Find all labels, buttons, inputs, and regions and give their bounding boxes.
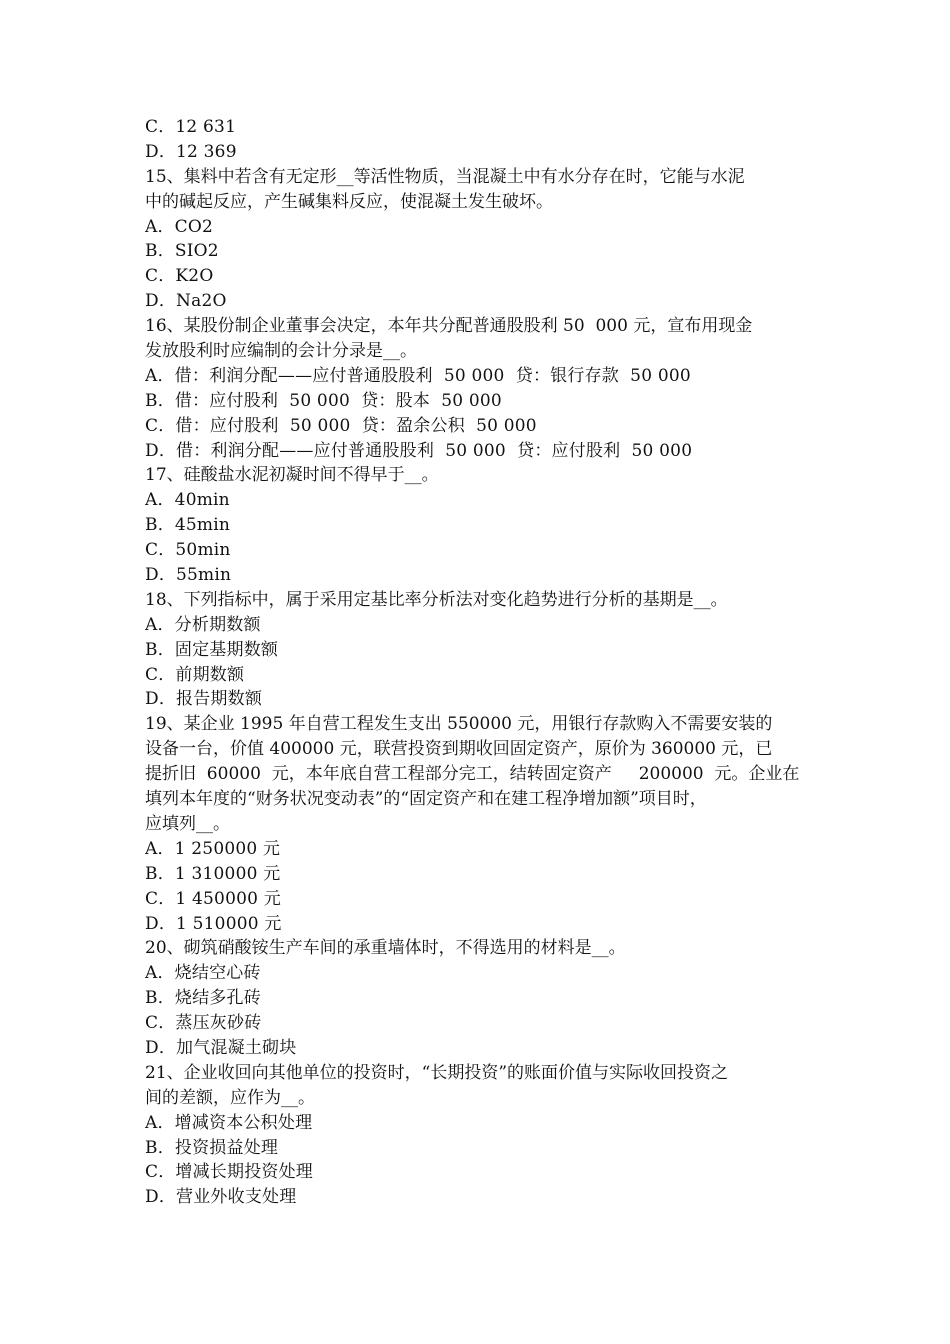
question-19-cont: 应填列__。	[145, 813, 230, 834]
option-b: B．固定基期数额	[145, 639, 279, 660]
question-21-cont: 间的差额，应作为__。	[145, 1087, 315, 1108]
option-c: C．前期数额	[145, 664, 245, 685]
option-c: C．50min	[145, 540, 231, 561]
option-b: B．1 310000 元	[145, 863, 281, 884]
question-19-cont: 设备一台，价值 400000 元，联营投资到期收回固定资产，原价为 360000 元，已	[145, 739, 773, 760]
option-d: D．Na2O	[145, 291, 227, 312]
option-d: D．1 510000 元	[145, 913, 282, 934]
option-a: A．借：利润分配——应付普通股股利 50 000 贷：银行存款 50 000	[145, 365, 691, 386]
option-b: B．烧结多孔砖	[145, 988, 261, 1009]
option-c: C．蒸压灰砂砖	[145, 1013, 262, 1034]
question-16: 16、某股份制企业董事会决定，本年共分配普通股股利 50 000 元，宣布用现金	[145, 316, 753, 337]
question-19-cont: 提折旧 60000 元，本年底自营工程部分完工，结转固定资产 200000 元。企业在	[145, 764, 800, 785]
option-d: D．加气混凝土砌块	[145, 1037, 297, 1058]
option-c: C．1 450000 元	[145, 888, 281, 909]
option-b: B．投资损益处理	[145, 1137, 279, 1158]
question-15-cont: 中的碱起反应，产生碱集料反应，使混凝土发生破坏。	[145, 191, 553, 212]
question-21: 21、企业收回向其他单位的投资时，“长期投资”的账面价值与实际收回投资之	[145, 1062, 729, 1083]
option-b: B．45min	[145, 515, 231, 536]
question-17: 17、硅酸盐水泥初凝时间不得早于__。	[145, 465, 439, 486]
question-20: 20、砌筑硝酸铵生产车间的承重墙体时，不得选用的材料是__。	[145, 938, 626, 959]
option-a: A．分析期数额	[145, 614, 261, 635]
question-16-cont: 发放股利时应编制的会计分录是__。	[145, 341, 417, 362]
option-c: C．借：应付股利 50 000 贷：盈余公积 50 000	[145, 415, 537, 436]
option-c: C．12 631	[145, 117, 237, 137]
question-19: 19、某企业 1995 年自营工程发生支出 550000 元，用银行存款购入不需要安装的	[145, 714, 773, 735]
option-a: A．CO2	[145, 216, 214, 237]
option-d: D．55min	[145, 565, 232, 586]
option-a: A．40min	[145, 490, 230, 511]
question-19-cont: 填列本年度的“财务状况变动表”的“固定资产和在建工程净增加额”项目时，	[145, 789, 707, 810]
question-15: 15、集料中若含有无定形__等活性物质，当混凝土中有水分存在时，它能与水泥	[145, 166, 745, 187]
document-page	[145, 115, 810, 1210]
question-18: 18、下列指标中，属于采用定基比率分析法对变化趋势进行分析的基期是__。	[145, 589, 728, 610]
option-d: D．营业外收支处理	[145, 1187, 297, 1208]
option-b: B．借：应付股利 50 000 贷：股本 50 000	[145, 390, 502, 411]
option-b: B．SIO2	[145, 241, 219, 262]
option-d: D．12 369	[145, 141, 237, 162]
option-c: C．K2O	[145, 266, 214, 287]
option-c: C．增减长期投资处理	[145, 1162, 314, 1183]
option-d: D．借：利润分配——应付普通股股利 50 000 贷：应付股利 50 000	[145, 440, 693, 461]
option-a: A．1 250000 元	[145, 838, 281, 859]
option-d: D．报告期数额	[145, 689, 263, 710]
option-a: A．烧结空心砖	[145, 963, 261, 984]
option-a: A．增减资本公积处理	[145, 1112, 313, 1133]
